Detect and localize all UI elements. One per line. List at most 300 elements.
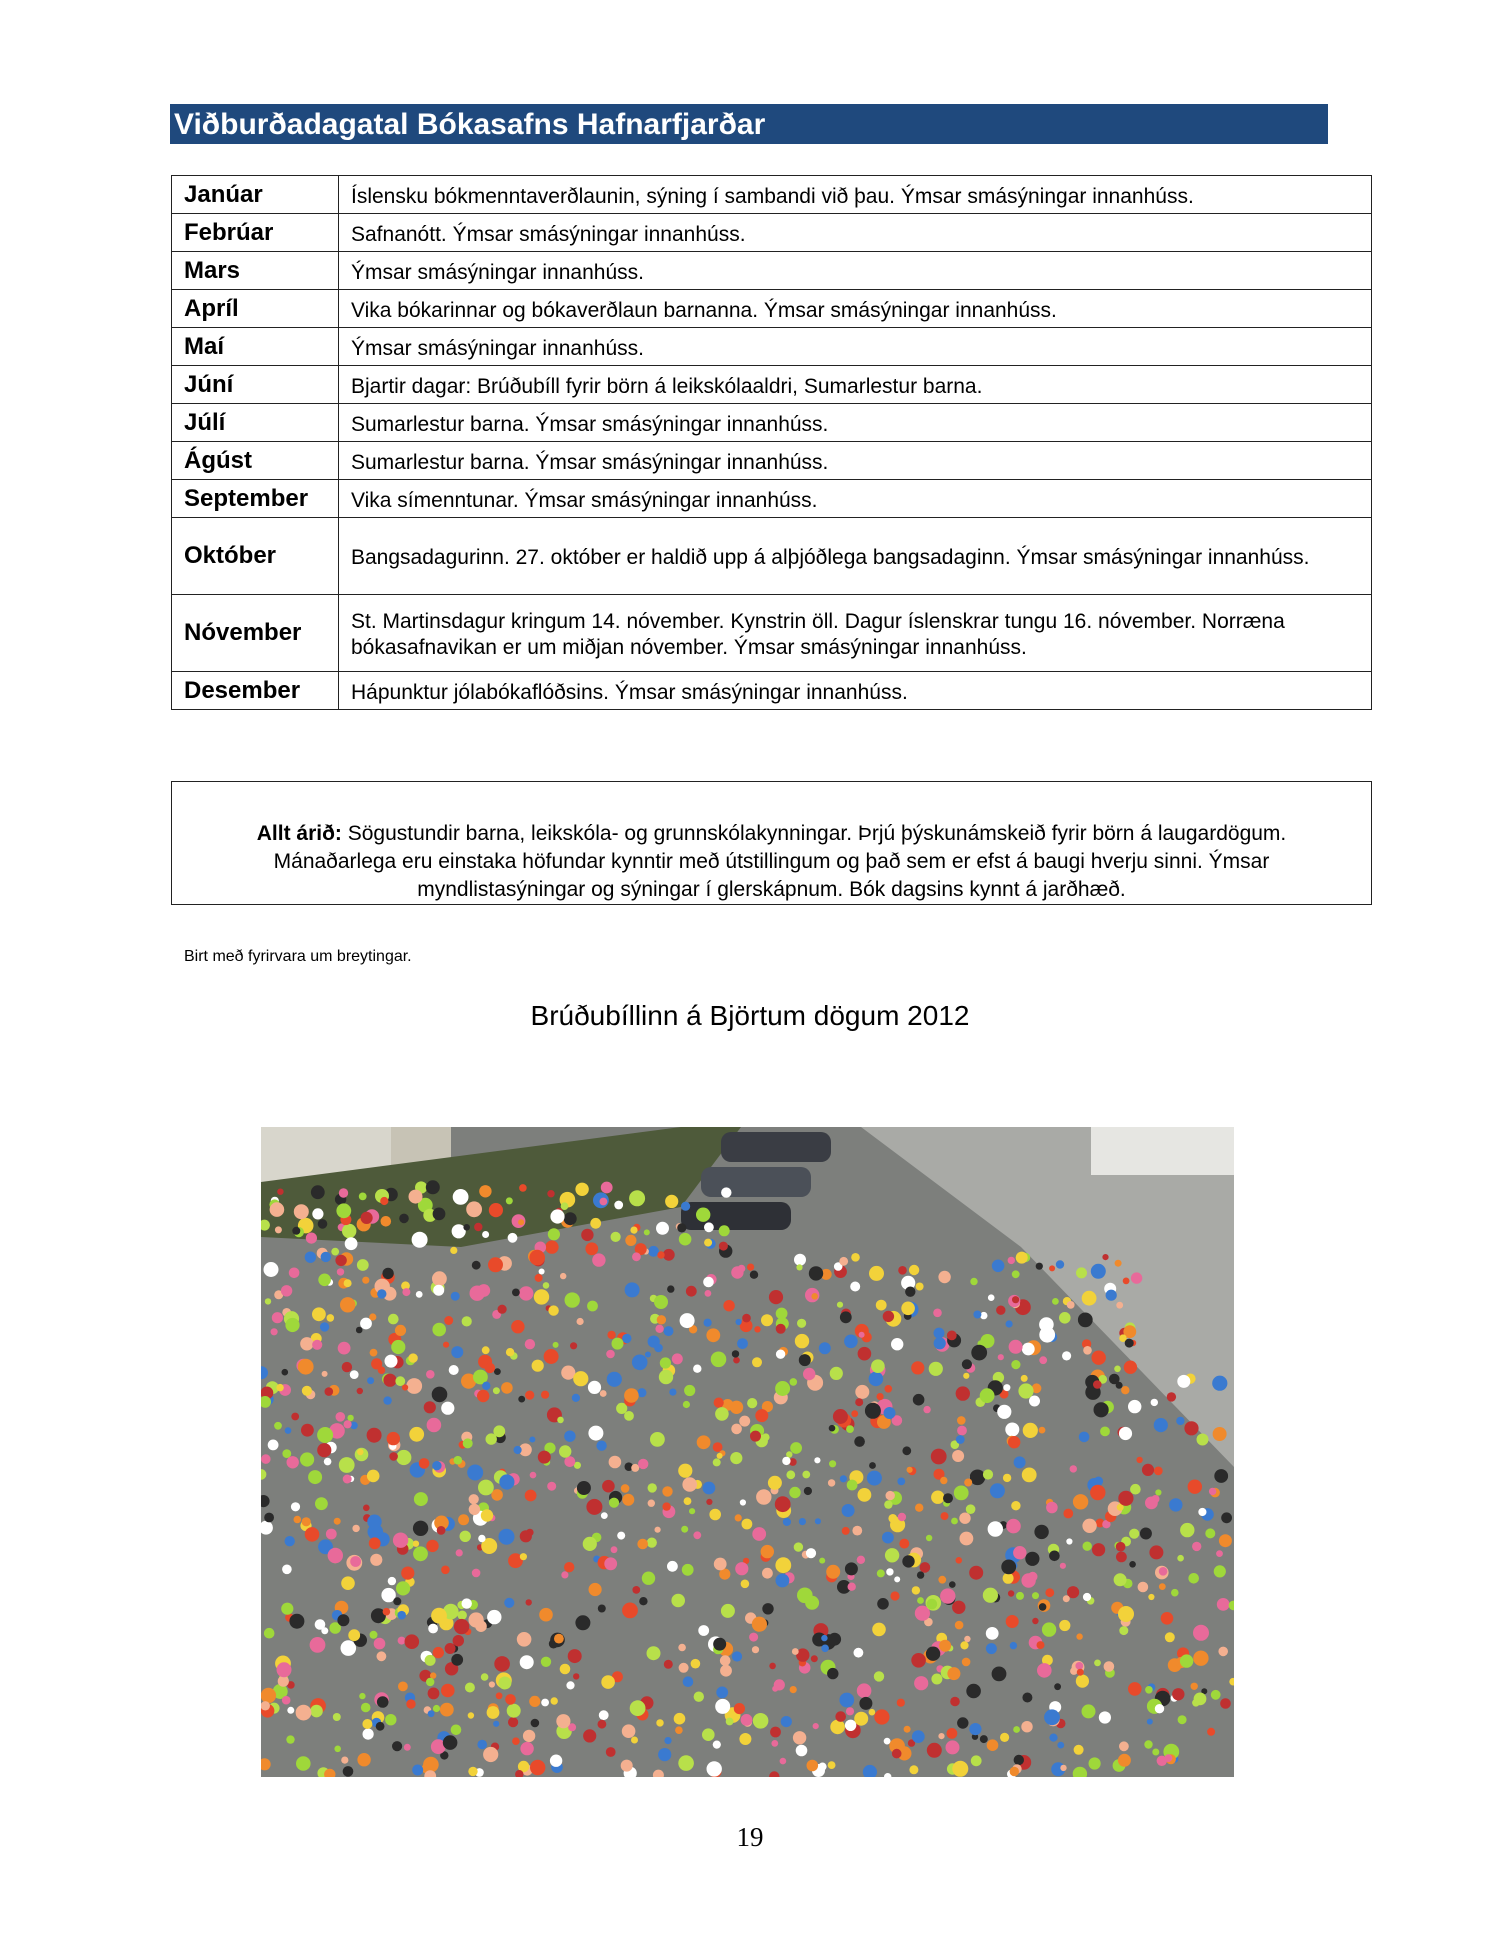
crowd-person — [406, 1699, 415, 1708]
crowd-person — [1018, 1383, 1033, 1398]
crowd-person — [830, 1720, 845, 1735]
crowd-person — [706, 1499, 712, 1505]
crowd-person — [409, 1427, 424, 1442]
crowd-person — [731, 1424, 742, 1435]
crowd-person — [621, 1760, 633, 1772]
crowd-person — [956, 1386, 970, 1400]
table-row — [172, 366, 1372, 404]
crowd-person — [733, 1357, 740, 1364]
crowd-person — [1211, 1690, 1221, 1700]
crowd-person — [454, 1456, 463, 1465]
crowd-person — [980, 1388, 995, 1403]
crowd-person — [926, 1647, 940, 1661]
crowd-person — [564, 1431, 575, 1442]
crowd-person — [624, 1388, 639, 1403]
crowd-person — [859, 1332, 865, 1338]
crowd-person — [327, 1314, 335, 1322]
crowd-person — [797, 1319, 806, 1328]
table-row — [172, 252, 1372, 290]
crowd-person — [575, 1615, 590, 1630]
crowd-person — [1130, 1484, 1141, 1495]
crowd-person — [916, 1283, 924, 1291]
crowd-person — [1091, 1264, 1106, 1279]
crowd-person — [1016, 1592, 1024, 1600]
crowd-person — [501, 1382, 513, 1394]
crowd-person — [951, 1518, 958, 1525]
crowd-person — [1155, 1704, 1164, 1713]
crowd-person — [1054, 1683, 1061, 1690]
crowd-person — [1008, 1257, 1015, 1264]
crowd-person — [437, 1526, 446, 1535]
crowd-person — [807, 1760, 819, 1772]
crowd-person — [611, 1546, 618, 1553]
crowd-person — [656, 1719, 663, 1726]
crowd-person — [845, 1720, 856, 1731]
month-cell: Mars — [172, 252, 339, 290]
crowd-person — [296, 1705, 312, 1721]
crowd-person — [904, 1726, 911, 1733]
crowd-person — [874, 1671, 884, 1681]
crowd-person — [969, 1566, 983, 1580]
crowd-person — [424, 1401, 436, 1413]
crowd-person — [324, 1458, 332, 1466]
crowd-person — [1116, 1542, 1126, 1552]
crowd-person — [1000, 1733, 1009, 1742]
crowd-person — [560, 1273, 566, 1279]
crowd-person — [586, 1499, 602, 1515]
crowd-person — [359, 1693, 365, 1699]
crowd-person — [959, 1513, 970, 1524]
crowd-person — [1145, 1497, 1158, 1510]
crowd-person — [270, 1202, 285, 1217]
crowd-person — [601, 1512, 608, 1519]
crowd-person — [1177, 1375, 1190, 1388]
crowd-person — [1023, 1423, 1038, 1438]
crowd-person — [966, 1684, 981, 1699]
crowd-person — [409, 1190, 423, 1204]
crowd-person — [897, 1699, 905, 1707]
crowd-person — [1144, 1740, 1152, 1748]
crowd-person — [264, 1513, 274, 1523]
crowd-person — [285, 1427, 292, 1434]
crowd-person — [752, 1527, 766, 1541]
crowd-person — [1109, 1374, 1120, 1385]
crowd-person — [1152, 1749, 1159, 1756]
crowd-person — [481, 1673, 489, 1681]
crowd-person — [957, 1426, 967, 1436]
crowd-person — [498, 1305, 507, 1314]
crowd-person — [828, 1633, 841, 1646]
crowd-person — [625, 1282, 640, 1297]
crowd-person — [598, 1605, 606, 1613]
crowd-person — [762, 1603, 773, 1614]
crowd-person — [1147, 1719, 1153, 1725]
crowd-person — [1037, 1663, 1052, 1678]
crowd-person — [648, 1483, 657, 1492]
crowd-person — [529, 1250, 545, 1266]
crowd-person — [665, 1195, 678, 1208]
crowd-person — [294, 1204, 309, 1219]
crowd-person — [344, 1420, 352, 1428]
crowd-person — [715, 1407, 729, 1421]
crowd-person — [1151, 1399, 1158, 1406]
crowd-person — [397, 1611, 406, 1620]
table-row — [172, 176, 1372, 214]
crowd-person — [589, 1583, 602, 1596]
crowd-person — [1128, 1682, 1142, 1696]
crowd-person — [408, 1353, 417, 1362]
crowd-person — [399, 1214, 409, 1224]
crowd-person — [470, 1286, 485, 1301]
crowd-person — [739, 1733, 751, 1745]
crowd-person — [842, 1527, 850, 1535]
crowd-person — [1184, 1421, 1198, 1435]
crowd-person — [865, 1403, 881, 1419]
crowd-person — [526, 1599, 532, 1605]
crowd-person — [644, 1229, 650, 1235]
crowd-person — [735, 1562, 748, 1575]
crowd-person — [713, 1638, 726, 1651]
crowd-person — [720, 1655, 731, 1666]
crowd-person — [840, 1475, 847, 1482]
crowd-person — [318, 1219, 328, 1229]
crowd-person — [347, 1415, 353, 1421]
crowd-person — [630, 1700, 646, 1716]
crowd-person — [333, 1713, 341, 1721]
crowd-person — [564, 1562, 574, 1572]
crowd-person — [334, 1518, 341, 1525]
crowd-person — [696, 1208, 710, 1222]
crowd-person — [917, 1571, 924, 1578]
crowd-person — [265, 1298, 271, 1304]
crowd-person — [1197, 1434, 1209, 1446]
crowd-person — [704, 1319, 712, 1327]
crowd-person — [598, 1720, 607, 1729]
crowd-person — [1032, 1592, 1039, 1599]
crowd-person — [852, 1526, 862, 1536]
crowd-person — [1216, 1550, 1223, 1557]
crowd-person — [298, 1359, 314, 1375]
crowd-person — [1114, 1573, 1127, 1586]
crowd-person — [714, 1558, 727, 1571]
crowd-person — [477, 1390, 489, 1402]
crowd-person — [686, 1286, 697, 1297]
crowd-person — [1067, 1301, 1075, 1309]
crowd-person — [441, 1684, 455, 1698]
crowd-person — [1032, 1618, 1038, 1624]
crowd-person — [719, 1225, 730, 1236]
crowd-person — [1116, 1302, 1123, 1309]
crowd-person — [952, 1601, 965, 1614]
crowd-person — [525, 1490, 537, 1502]
crowd-person — [317, 1427, 333, 1443]
month-cell: Maí — [172, 328, 339, 366]
crowd-person — [940, 1588, 955, 1603]
crowd-person — [523, 1730, 535, 1742]
crowd-person — [963, 1373, 969, 1379]
crowd-person — [581, 1229, 593, 1241]
crowd-person — [940, 1477, 947, 1484]
crowd-person — [449, 1365, 459, 1375]
crowd-person — [1100, 1427, 1110, 1437]
crowd-person — [704, 1222, 714, 1232]
crowd-person — [941, 1512, 949, 1520]
crowd-person — [419, 1458, 430, 1469]
crowd-person — [607, 1372, 622, 1387]
crowd-person — [664, 1660, 673, 1669]
crowd-person — [564, 1212, 577, 1225]
crowd-person — [888, 1514, 897, 1523]
crowd-person — [392, 1741, 402, 1751]
crowd-person — [859, 1697, 872, 1710]
crowd-person — [321, 1627, 328, 1634]
crowd-person — [312, 1307, 326, 1321]
crowd-person — [331, 1248, 339, 1256]
crowd-person — [310, 1637, 326, 1653]
crowd-person — [1082, 1704, 1096, 1718]
crowd-person — [1079, 1432, 1090, 1443]
crowd-person — [660, 1357, 671, 1368]
crowd-person — [1145, 1686, 1153, 1694]
crowd-person — [877, 1598, 889, 1610]
crowd-person — [547, 1482, 556, 1491]
crowd-person — [1034, 1525, 1048, 1539]
crowd-person — [282, 1369, 289, 1376]
crowd-person — [343, 1766, 354, 1777]
crowd-person — [481, 1509, 493, 1521]
events-cell: Bjartir dagar: Brúðubíll fyrir börn á leikskólaaldri, Sumarlestur barna. — [339, 366, 1372, 404]
crowd-person — [934, 1337, 946, 1349]
crowd-person — [343, 1475, 352, 1484]
crowd-person — [463, 1224, 470, 1231]
crowd-person — [790, 1378, 798, 1386]
crowd-person — [960, 1532, 974, 1546]
crowd-person — [361, 1212, 373, 1224]
crowd-person — [1039, 1427, 1046, 1434]
crowd-person — [617, 1532, 625, 1540]
crowd-person — [382, 1268, 393, 1279]
crowd-person — [1039, 1317, 1054, 1332]
crowd-person — [548, 1305, 558, 1315]
events-cell: Íslensku bókmenntaverðlaunin, sýning í sambandi við þau. Ýmsar smásýningar innanhúss. — [339, 176, 1372, 214]
crowd-person — [1171, 1589, 1179, 1597]
crowd-person — [541, 1657, 551, 1667]
crowd-person — [962, 1658, 971, 1667]
crowd-person — [317, 1443, 331, 1457]
crowd-person — [423, 1757, 439, 1773]
crowd-person — [614, 1201, 623, 1210]
table-row — [172, 290, 1372, 328]
crowd-person — [632, 1355, 648, 1371]
crowd-person — [683, 1676, 694, 1687]
crowd-person — [321, 1252, 331, 1262]
crowd-person — [971, 1345, 987, 1361]
crowd-person — [737, 1338, 748, 1349]
crowd-person — [1136, 1457, 1142, 1463]
crowd-person — [885, 1385, 893, 1393]
crowd-person — [622, 1334, 631, 1343]
crowd-person — [992, 1260, 1005, 1273]
crowd-person — [377, 1289, 386, 1298]
crowd-person — [891, 1338, 903, 1350]
crowd-person — [362, 1277, 369, 1284]
crowd-person — [287, 1707, 294, 1714]
crowd-person — [819, 1342, 831, 1354]
crowd-person — [350, 1556, 361, 1567]
crowd-person — [506, 1197, 513, 1204]
crowd-person — [638, 1459, 648, 1469]
crowd-person — [1115, 1260, 1122, 1267]
crowd-person — [1193, 1625, 1209, 1641]
crowd-person — [799, 1354, 811, 1366]
crowd-person — [657, 1315, 666, 1324]
events-cell: Safnanótt. Ýmsar smásýningar innanhúss. — [339, 214, 1372, 252]
crowd-person — [912, 1730, 925, 1743]
crowd-person — [933, 1309, 942, 1318]
crowd-person — [874, 1709, 889, 1724]
crowd-person — [271, 1328, 278, 1335]
crowd-person — [964, 1636, 970, 1642]
crowd-person — [1159, 1567, 1168, 1576]
crowd-person — [1006, 1615, 1019, 1628]
crowd-person — [806, 1548, 816, 1558]
crowd-person — [472, 1261, 481, 1270]
crowd-person — [583, 1537, 597, 1551]
crowd-person — [494, 1656, 510, 1672]
crowd-person — [315, 1497, 328, 1510]
crowd-person — [1060, 1563, 1066, 1569]
crowd-person — [311, 1185, 325, 1199]
crowd-person — [511, 1320, 524, 1333]
crowd-person — [952, 1761, 968, 1777]
crowd-person — [611, 1232, 621, 1242]
crowd-person — [789, 1487, 800, 1498]
crowd-person — [398, 1637, 406, 1645]
crowd-person — [749, 1633, 758, 1642]
crowd-person — [568, 1649, 582, 1663]
crowd-person — [1193, 1651, 1208, 1666]
crowd-person — [561, 1571, 568, 1578]
crowd-person — [425, 1655, 436, 1666]
crowd-person — [885, 1548, 899, 1562]
crowd-person — [964, 1479, 972, 1487]
crowd-person — [1011, 1501, 1020, 1510]
crowd-person — [675, 1726, 683, 1734]
crowd-person — [721, 1187, 731, 1197]
crowd-person — [645, 1352, 651, 1358]
year-round-description: Sögustundir barna, leikskóla- og grunnskólakynningar. Þrjú þýskunámskeið fyrir börn á laugardögum. Mánaðarlega eru einstaka höfundar kynntir með útstillingum og það sem er efst á baugi hverju sinni. Ýmsar myndlistasýningar og sýningar í glerskápnum. Bók dagsins kynnt á jarðhæð. — [273, 822, 1287, 901]
crowd-person — [456, 1549, 463, 1556]
crowd-person — [943, 1493, 953, 1503]
crowd-person — [709, 1509, 721, 1521]
crowd-person — [846, 1425, 854, 1433]
crowd-person — [453, 1635, 464, 1646]
crowd-person — [561, 1202, 569, 1210]
crowd-person — [969, 1723, 981, 1735]
crowd-person — [826, 1565, 840, 1579]
crowd-person — [902, 1446, 911, 1455]
crowd-person — [462, 1598, 472, 1608]
crowd-person — [855, 1385, 869, 1399]
crowd-person — [833, 1409, 848, 1424]
crowd-person — [1172, 1688, 1184, 1700]
crowd-person — [1119, 1427, 1132, 1440]
crowd-person — [380, 1197, 388, 1205]
crowd-person — [443, 1735, 458, 1750]
month-cell: Júlí — [172, 404, 339, 442]
crowd-person — [682, 1564, 694, 1576]
crowd-person — [732, 1350, 739, 1357]
crowd-person — [956, 1557, 963, 1564]
crowd-person — [363, 1729, 374, 1740]
crowd-person — [672, 1353, 683, 1364]
crowd-person — [326, 1529, 337, 1540]
crowd-person — [535, 1274, 543, 1282]
crowd-person — [398, 1682, 408, 1692]
crowd-person — [667, 1561, 678, 1572]
crowd-person — [413, 1541, 419, 1547]
crowd-person — [547, 1190, 554, 1197]
crowd-person — [285, 1318, 299, 1332]
crowd-person — [1052, 1298, 1059, 1305]
crowd-person — [802, 1471, 810, 1479]
crowd-person — [883, 1311, 894, 1322]
crowd-person — [854, 1648, 864, 1658]
crowd-person — [1057, 1742, 1064, 1749]
crowd-person — [518, 1219, 524, 1225]
crowd-person — [587, 1301, 598, 1312]
crowd-person — [1221, 1512, 1232, 1523]
crowd-person — [1014, 1456, 1026, 1468]
month-cell: Apríl — [172, 290, 339, 328]
crowd-person — [401, 1567, 414, 1580]
crowd-person — [956, 1435, 965, 1444]
crowd-person — [719, 1242, 728, 1251]
crowd-person — [818, 1763, 826, 1771]
crowd-person — [508, 1717, 518, 1727]
crowd-person — [1016, 1252, 1028, 1264]
crowd-person — [570, 1342, 577, 1349]
crowd-person — [776, 1574, 790, 1588]
crowd-person — [775, 1381, 790, 1396]
crowd-person — [1070, 1667, 1078, 1675]
events-cell: Vika símenntunar. Ýmsar smásýningar innanhúss. — [339, 480, 1372, 518]
crowd-person — [352, 1525, 359, 1532]
crowd-person — [433, 1285, 444, 1296]
crowd-person — [433, 1208, 446, 1221]
crowd-person — [601, 1182, 613, 1194]
crowd-person — [451, 1292, 460, 1301]
crowd-person — [357, 1388, 363, 1394]
crowd-person — [1214, 1469, 1228, 1483]
crowd-person — [934, 1328, 945, 1339]
crowd-person — [1159, 1583, 1166, 1590]
crowd-person — [970, 1278, 977, 1285]
crowd-person — [898, 1513, 906, 1521]
crowd-person — [815, 1518, 821, 1524]
crowd-person — [851, 1410, 858, 1417]
crowd-person — [508, 1233, 518, 1243]
crowd-person — [1022, 1468, 1037, 1483]
crowd-person — [430, 1672, 436, 1678]
crowd-person — [892, 1749, 902, 1759]
crowd-person — [844, 1335, 858, 1349]
crowd-person — [905, 1287, 915, 1297]
crowd-person — [1180, 1523, 1194, 1537]
crowd-person — [792, 1648, 799, 1655]
crowd-person — [487, 1610, 501, 1624]
crowd-person — [1045, 1588, 1054, 1597]
